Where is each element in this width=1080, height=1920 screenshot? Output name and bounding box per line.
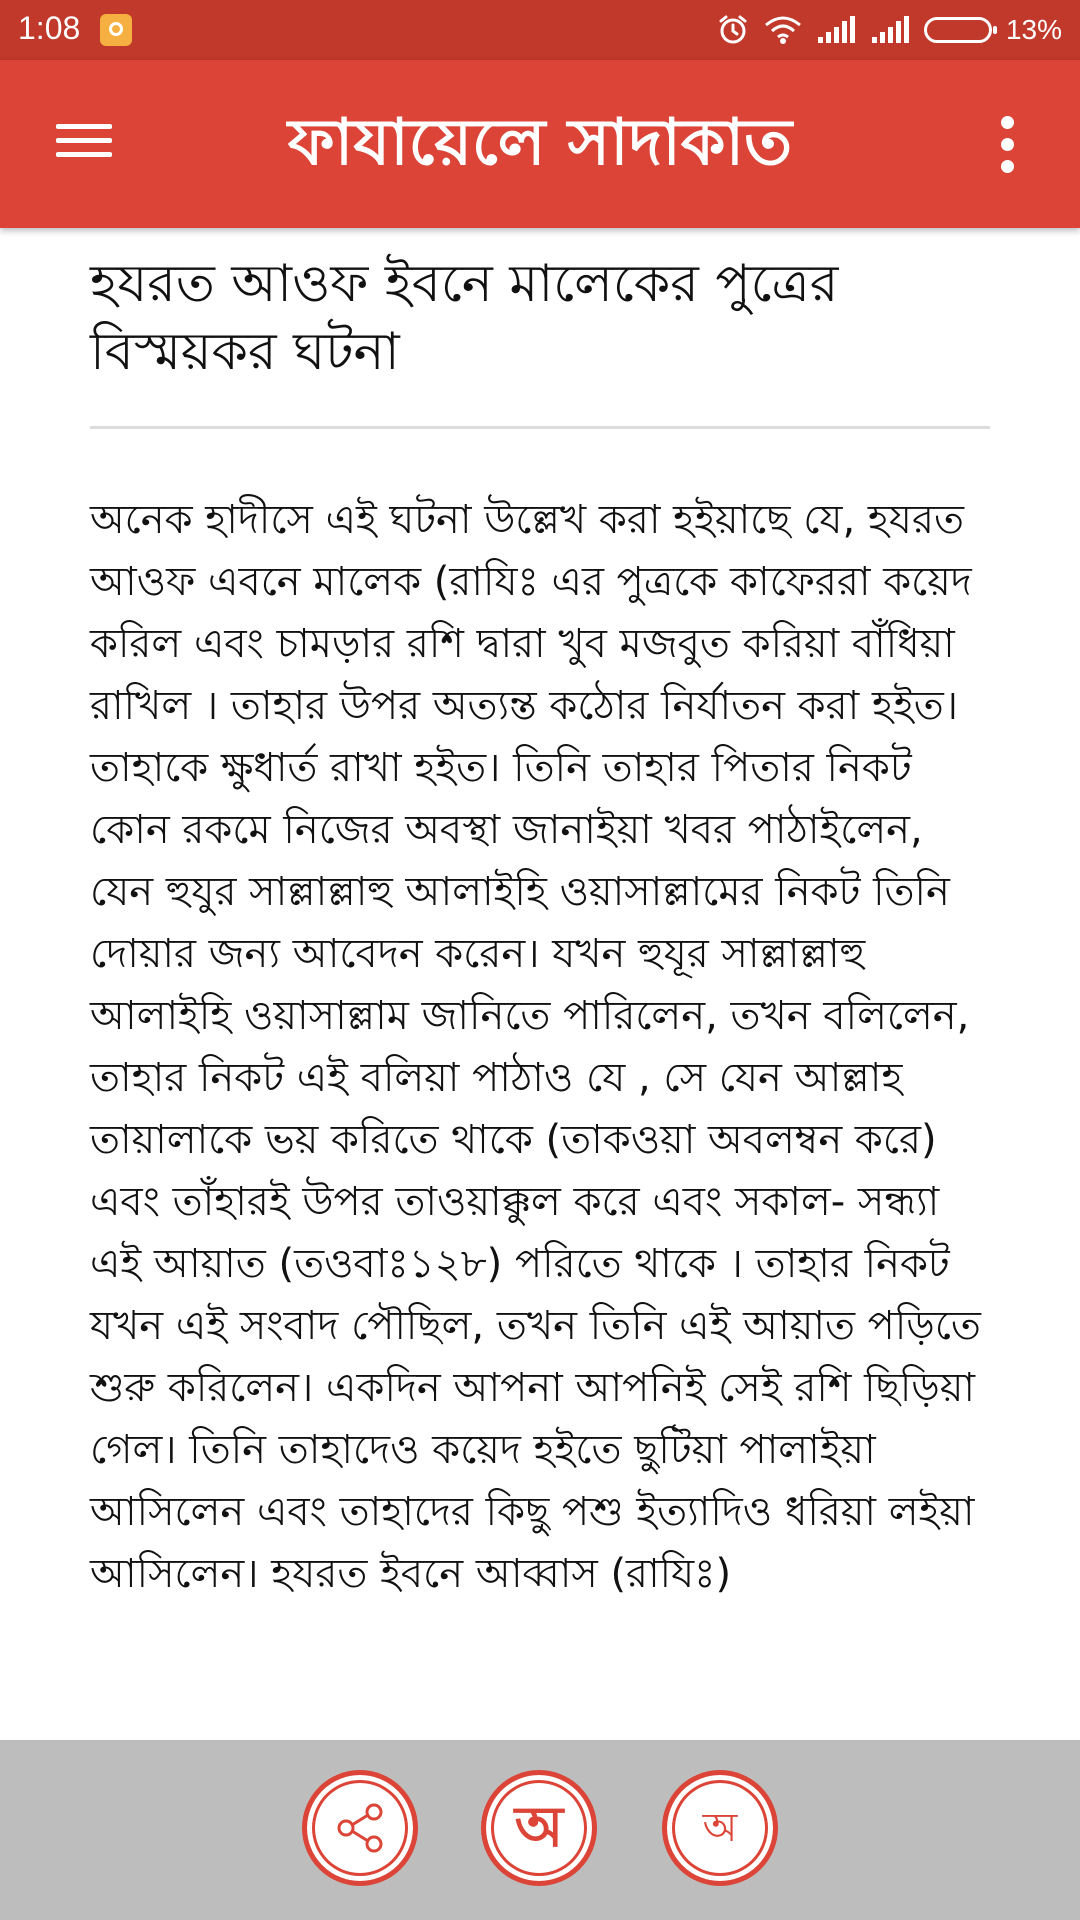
- menu-icon[interactable]: [56, 120, 112, 162]
- article-title: হযরত আওফ ইবনে মালেকের পুত্রের বিস্ময়কর ঘটনা: [90, 254, 839, 382]
- increase-font-button[interactable]: [481, 1770, 597, 1886]
- article-body: অনেক হাদীসে এই ঘটনা উল্লেখ করা হইয়াছে যে, হযরত আওফ এবনে মালেক (রাযিঃ এর পুত্রকে কাফেররা কয়েদ করিল এবং চামড়ার রশি দ্বারা খুব মজবুত করিয়া বাঁধিয়া রাখিল । তাহার উপর অত্যন্ত কঠোর নির্যাতন করা হইত। তাহাকে ক্ষুধার্ত রাখা হইত। তিনি তাহার পিতার নিকট কোন রকমে নিজের অবস্থা জানাইয়া খবর পাঠাইলেন, যেন হুযুর সাল্লাল্লাহু আলাইহি ওয়াসাল্লামের নিকট তিনি দোয়ার জন্য আবেদন করেন। যখন হুযূর সাল্লাল্লাহু আলাইহি ওয়াসাল্লাম জানিতে পারিলেন, তখন বলিলেন, তাহার নিকট এই বলিয়া পাঠাও যে , সে যেন আল্লাহ তায়ালাকে ভয় করিতে থাকে (তাকওয়া অবলম্বন করে) এবং তাঁহারই উপর তাওয়াক্কুল করে এবং সকাল- সন্ধ্যা এই আয়াত (তওবাঃ১২৮) পরিতে থাকে । তাহার নিকট যখন এই সংবাদ পৌছিল, তখন তিনি এই আয়াত পড়িতে শুরু করিলেন। একদিন আপনা আপনিই সেই রশি ছিড়িয়া গেল। তিনি তাহাদেও কয়েদ হইতে ছুটিয়া পালাইয়া আসিলেন এবং তাহাদের কিছু পশু ইত্যাদিও ধরিয়া লইয়া আসিলেন। হযরত ইবনে আব্বাস (রাযিঃ): [90, 497, 981, 1597]
- status-bar: [0, 0, 1080, 60]
- share-button[interactable]: [302, 1770, 418, 1886]
- signal-icon: [816, 15, 856, 45]
- overflow-menu-icon[interactable]: [994, 112, 1022, 178]
- app-title: ফাযায়েলে সাদাকাত: [287, 106, 793, 180]
- increase-font-label: অ: [514, 1795, 564, 1860]
- notification-app-icon: [100, 14, 132, 46]
- battery-percent: 13%: [1005, 14, 1062, 45]
- alarm-icon: [716, 13, 750, 47]
- bottom-action-bar: [0, 1740, 1080, 1920]
- status-icons: [716, 10, 1062, 50]
- decrease-font-label: অ: [702, 1805, 738, 1851]
- signal-icon-2: [870, 15, 910, 45]
- battery-icon: [924, 17, 992, 43]
- decrease-font-button[interactable]: [662, 1770, 778, 1886]
- app-bar: [0, 60, 1080, 228]
- divider: [90, 426, 990, 429]
- share-icon: [330, 1798, 390, 1858]
- wifi-icon: [764, 15, 802, 45]
- article-content: [90, 250, 990, 1605]
- status-time: 1:08: [18, 10, 81, 46]
